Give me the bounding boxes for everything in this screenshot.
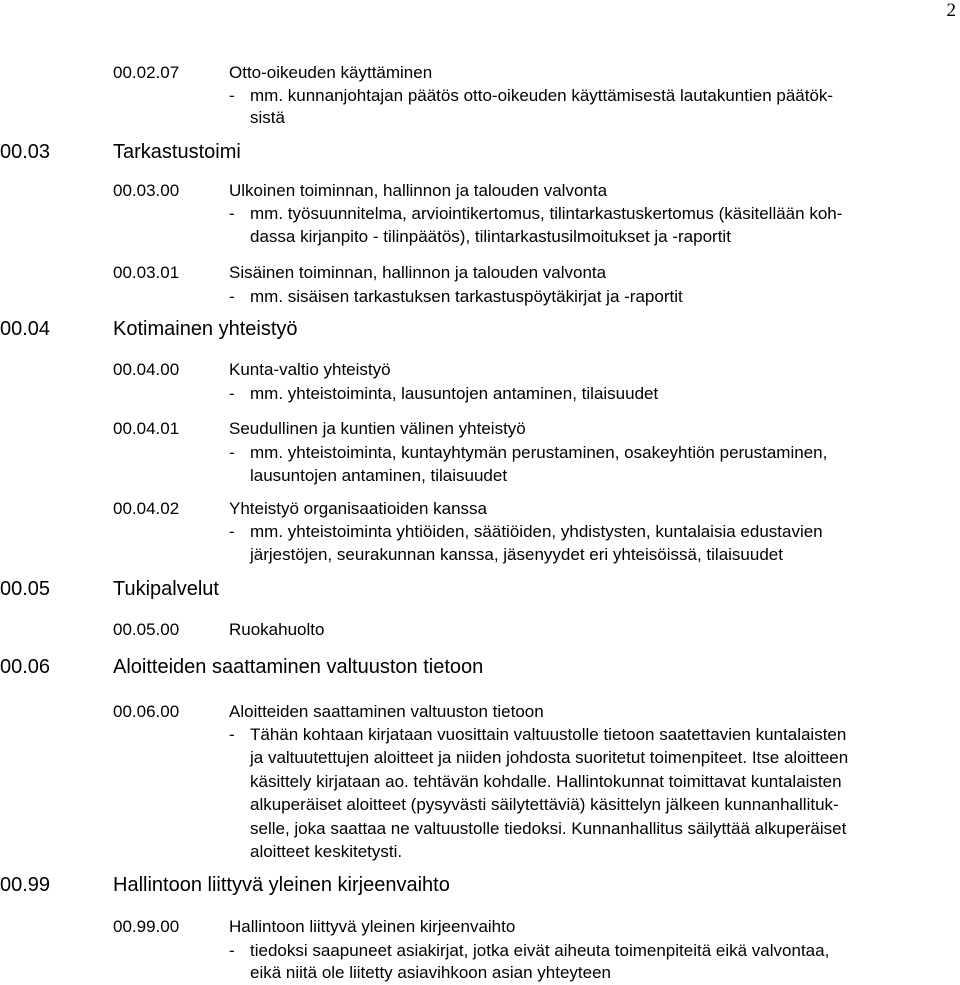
heading-code: 00.99 xyxy=(0,874,51,896)
dash: - xyxy=(229,204,235,223)
section-code: 00.04.02 xyxy=(113,499,180,518)
dash: - xyxy=(229,941,235,960)
section-code: 00.04.01 xyxy=(113,419,180,438)
section-code: 00.02.07 xyxy=(113,63,180,82)
section-code: 00.06.00 xyxy=(113,702,180,721)
section-line: mm. työsuunnitelma, arviointikertomus, tilintarkastuskertomus (käsitellään koh- xyxy=(250,204,843,223)
section-code: 00.04.00 xyxy=(113,360,180,379)
section-title: Kunta-valtio yhteistyö xyxy=(229,360,391,379)
section-line: lausuntojen antaminen, tilaisuudet xyxy=(250,466,508,485)
section-code: 00.03.01 xyxy=(113,263,180,282)
section-line: selle, joka saattaa ne valtuustolle tiedoksi. Kunnanhallitus säilyttää alkuperäiset xyxy=(250,819,847,838)
section-title: Otto-oikeuden käyttäminen xyxy=(229,63,433,82)
section-line: mm. yhteistoiminta yhtiöiden, säätiöiden, yhdistysten, kuntalaisia edustavien xyxy=(250,522,823,541)
section-line: Tähän kohtaan kirjataan vuosittain valtuustolle tietoon saatettavien kuntalaisten xyxy=(250,725,847,744)
dash: - xyxy=(229,443,235,462)
section-line: sistä xyxy=(250,108,285,127)
section-line: eikä niitä ole liitetty asiavihkoon asian yhteyteen xyxy=(250,963,611,982)
section-line: alkuperäiset aloitteet (pysyvästi säilytettäviä) käsittelyn jälkeen kunnanhallituk- xyxy=(250,795,839,814)
section-title: Seudullinen ja kuntien välinen yhteistyö xyxy=(229,419,526,438)
dash: - xyxy=(229,725,235,744)
section-code: 00.99.00 xyxy=(113,917,180,936)
page-number: 2 xyxy=(946,0,956,21)
section-title: Sisäinen toiminnan, hallinnon ja talouden valvonta xyxy=(229,263,607,282)
heading-code: 00.06 xyxy=(0,656,51,678)
heading-title: Kotimainen yhteistyö xyxy=(113,318,298,340)
section-line: mm. yhteistoiminta, lausuntojen antaminen, tilaisuudet xyxy=(250,384,659,403)
section-title: Ruokahuolto xyxy=(229,620,325,639)
section-line: mm. sisäisen tarkastuksen tarkastuspöytäkirjat ja -raportit xyxy=(250,287,683,306)
heading-title: Tarkastustoimi xyxy=(113,141,241,163)
heading-code: 00.03 xyxy=(0,141,51,163)
section-line: dassa kirjanpito - tilinpäätös), tilintarkastusilmoitukset ja -raportit xyxy=(250,227,731,246)
dash: - xyxy=(229,522,235,541)
section-line: ja valtuutettujen aloitteet ja niiden johdosta suoritetut toimenpiteet. Itse aloitteen xyxy=(250,748,849,767)
section-title: Hallintoon liittyvä yleinen kirjeenvaihto xyxy=(229,917,516,936)
dash: - xyxy=(229,287,235,306)
section-line: mm. kunnanjohtajan päätös otto-oikeuden käyttämisestä lautakuntien päätök- xyxy=(250,86,834,105)
section-title: Ulkoinen toiminnan, hallinnon ja talouden valvonta xyxy=(229,181,608,200)
section-code: 00.03.00 xyxy=(113,181,180,200)
heading-title: Aloitteiden saattaminen valtuuston tietoon xyxy=(113,656,484,678)
heading-code: 00.05 xyxy=(0,578,51,600)
heading-code: 00.04 xyxy=(0,318,51,340)
section-title: Aloitteiden saattaminen valtuuston tietoon xyxy=(229,702,544,721)
section-line: aloitteet keskitetysti. xyxy=(250,842,403,861)
dash: - xyxy=(229,86,235,105)
section-code: 00.05.00 xyxy=(113,620,180,639)
heading-title: Hallintoon liittyvä yleinen kirjeenvaihto xyxy=(113,874,450,896)
dash: - xyxy=(229,384,235,403)
section-line: käsittely kirjataan ao. tehtävän kohdalle. Hallintokunnat toimittavat kuntalaisten xyxy=(250,772,842,791)
section-line: tiedoksi saapuneet asiakirjat, jotka eivät aiheuta toimenpiteitä eikä valvontaa, xyxy=(250,941,830,960)
section-title: Yhteistyö organisaatioiden kanssa xyxy=(229,499,487,518)
section-line: järjestöjen, seurakunnan kanssa, jäsenyydet eri yhteisöissä, tilaisuudet xyxy=(250,545,783,564)
heading-title: Tukipalvelut xyxy=(113,578,219,600)
section-line: mm. yhteistoiminta, kuntayhtymän perustaminen, osakeyhtiön perustaminen, xyxy=(250,443,828,462)
